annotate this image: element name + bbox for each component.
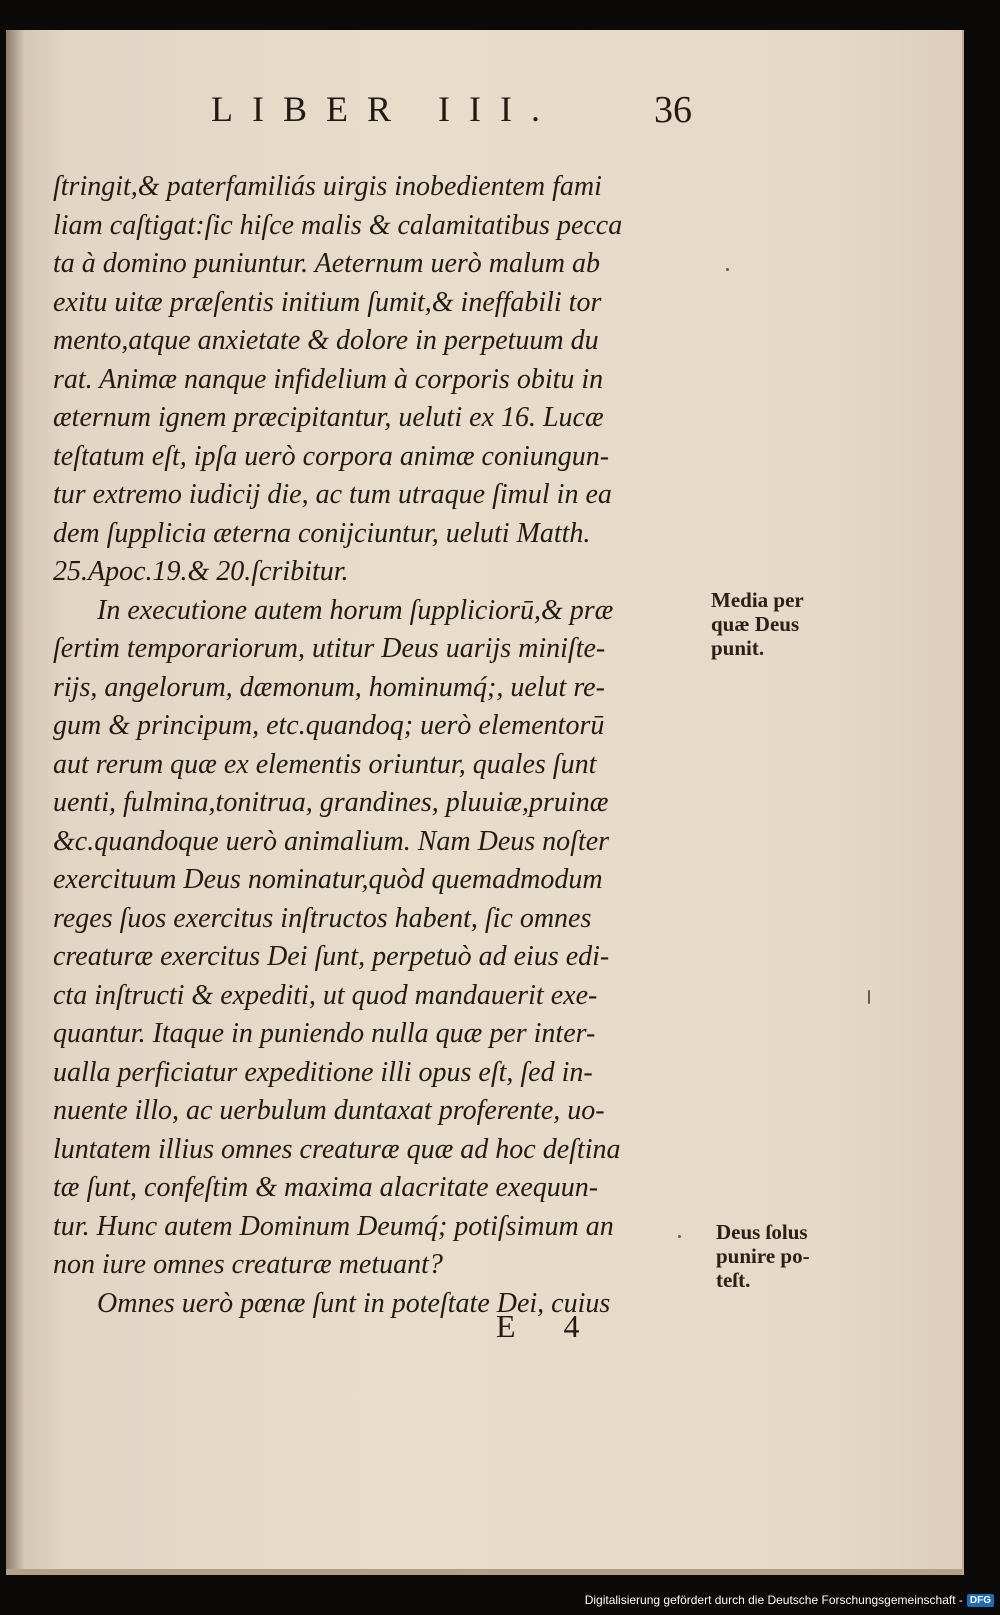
text-line: nuente illo, ac uerbulum duntaxat proferente, uo- [53, 1095, 605, 1126]
paper-speck [868, 990, 870, 1004]
text-line: aut rerum quæ ex elementis oriuntur, quales ſunt [53, 748, 597, 780]
text-line: dem ſupplicia æterna conijciuntur, ueluti Matth. [53, 517, 591, 549]
text-line: teſtatum eſt, ipſa uerò corpora animæ coniungun- [53, 440, 610, 472]
marginal-line: teſt. [716, 1268, 751, 1292]
text-line: luntatem illius omnes creaturæ quæ ad hoc deſtina [53, 1133, 621, 1165]
text-line: rijs, angelorum, dæmonum, hominumq́;, uelut re- [53, 671, 605, 703]
marginal-note-media [711, 588, 851, 660]
text-line: æternum ignem præcipitantur, ueluti ex 16. Lucæ [53, 402, 604, 433]
page-bottom-edge [6, 1569, 962, 1575]
book-page [6, 30, 964, 1575]
paragraph-start-line: Omnes uerò pœnæ ſunt in poteſtate Dei, cuius [97, 1287, 611, 1319]
text-line: ſertim temporariorum, utitur Deus uarijs miniſte- [53, 633, 606, 664]
text-line: tæ ſunt, confeſtim & maxima alacritate exequun- [53, 1172, 599, 1203]
marginal-line: punit. [711, 636, 765, 660]
text-line: gum & principum, etc.quandoq; uerò elementorū [53, 710, 605, 741]
running-head: LIBER III. [211, 89, 559, 129]
marginal-line: punire po- [716, 1244, 810, 1268]
text-line: exercituum Deus nominatur,quòd quemadmodum [53, 864, 603, 895]
text-line: mento,atque anxietate & dolore in perpetuum du [53, 325, 599, 356]
page-number: 36 [654, 89, 692, 131]
text-line: rat. Animæ nanque infidelium à corporis obitu in [53, 363, 604, 395]
signature-mark: E 4 [496, 1308, 600, 1344]
text-line: ualla perficiatur expeditione illi opus eſt, ſed in- [53, 1056, 593, 1088]
dfg-logo: DFG [967, 1594, 994, 1607]
marginal-line: Media per [711, 588, 804, 612]
text-line: non iure omnes creaturæ metuant? [53, 1249, 443, 1280]
page-header [6, 88, 962, 148]
text-line: creaturæ exercitus Dei ſunt, perpetuò ad eius edi- [53, 941, 610, 972]
text-line: tur extremo iudicij die, ac tum utraque ſimul in ea [53, 479, 612, 510]
text-line: reges ſuos exercitus inſtructos habent, ſic omnes [53, 902, 592, 934]
text-line: exitu uitæ præſentis initium ſumit,& ineffabili tor [53, 286, 602, 318]
text-line: &c.quandoque uerò animalium. Nam Deus noſter [53, 825, 610, 857]
footer-credit: Digitalisierung gefördert durch die Deutsche Forschungsgemeinschaft - [584, 1593, 963, 1607]
digitization-footer [585, 1589, 994, 1611]
body-text [53, 168, 713, 1323]
marginal-line: quæ Deus [711, 612, 800, 636]
text-line: tur. Hunc autem Dominum Deumq́; potiſsimum an [53, 1210, 614, 1242]
marginal-note-deus-solus [716, 1220, 856, 1292]
text-line: 25.Apoc.19.& 20.ſcribitur. [53, 556, 349, 587]
text-line: uenti, fulmina,tonitrua, grandines, pluuiæ,pruinæ [53, 787, 609, 818]
paragraph-start-line: In executione autem horum ſuppliciorū,& præ [97, 594, 614, 626]
paper-speck [678, 1235, 681, 1238]
paper-speck [726, 268, 729, 271]
text-line: cta inſtructi & expediti, ut quod mandauerit exe- [53, 979, 598, 1011]
text-line: ta à domino puniuntur. Aeternum uerò malum ab [53, 248, 601, 279]
text-line: ſtringit,& paterfamiliás uirgis inobedientem fami [53, 171, 602, 202]
marginal-line: Deus ſolus [716, 1220, 808, 1244]
text-line: liam caſtigat:ſic hiſce malis & calamitatibus pecca [53, 209, 623, 241]
gutter-shadow [6, 30, 24, 1575]
text-line: quantur. Itaque in puniendo nulla quæ per inter- [53, 1018, 596, 1049]
